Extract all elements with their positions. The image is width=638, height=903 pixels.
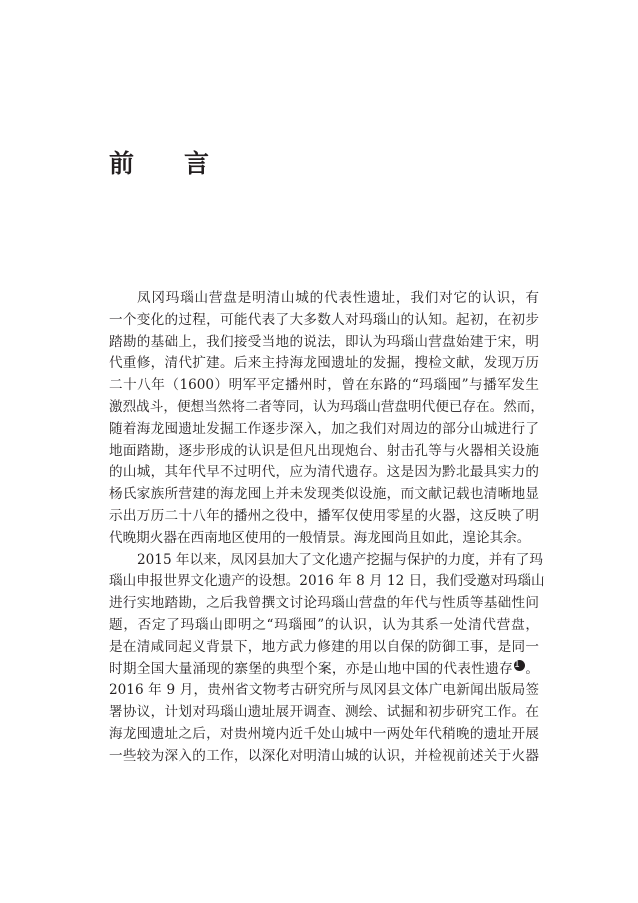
text-line: 一些较为深入的工作，以深化对明清山城的认识，并检视前述关于火器 [109, 747, 539, 764]
text-line: 瑙山申报世界文化遗产的设想。2016 年 8 月 12 日，我们受邀对玛瑙山 [109, 573, 545, 590]
preface-body [109, 288, 545, 768]
text-line: 2016 年 9 月，贵州省文物考古研究所与凤冈县文体广电新闻出版局签 [109, 682, 539, 699]
text-line: 是在清咸同起义背景下，地方武力修建的用以自保的防御工事，是同一 [109, 638, 539, 655]
text-line: 进行实地踏勘，之后我曾撰文讨论玛瑙山营盘的年代与性质等基础性问 [109, 595, 539, 612]
text-line: 杨氏家族所营建的海龙囤上并未发现类似设施，而文献记载也清晰地显 [109, 486, 539, 503]
text-line: 海龙囤遗址之后，对贵州境内近千处山城中一两处年代稍晚的遗址开展 [109, 725, 539, 742]
text-line: 的山城，其年代早不过明代，应为清代遗存。这是因为黔北最具实力的 [109, 464, 539, 481]
sentence-end-punct: 。 [525, 660, 540, 677]
text-line: 署协议，计划对玛瑙山遗址展开调查、测绘、试掘和初步研究工作。在 [109, 704, 539, 721]
text-line: 一个变化的过程，可能代表了大多数人对玛瑙山的认知。起初，在初步 [109, 311, 539, 328]
text-segment: 时期全国大量涌现的寨堡的典型个案，亦是山地中国的代表性遗存 [109, 660, 514, 677]
text-line: 2015 年以来，凤冈县加大了文化遗产挖掘与保护的力度，并有了玛 [137, 551, 543, 568]
text-line: 代重修，清代扩建。后来主持海龙囤遗址的发掘，搜检文献，发现万历 [109, 355, 539, 372]
text-line: 代晚期火器在西南地区使用的一般情景。海龙囤尚且如此，遑论其余。 [109, 529, 531, 546]
footnote-marker[interactable]: 1 [514, 660, 525, 671]
text-line-with-footnote [109, 659, 539, 681]
title-char-2: 言 [184, 149, 210, 178]
text-line: 随着海龙囤遗址发掘工作逐步深入，加之我们对周边的部分山城进行了 [109, 420, 539, 437]
text-line: 地面踏勘，逐步形成的认识是但凡出现炮台、射击孔等与火器相关设施 [109, 442, 539, 459]
text-line: 题，否定了玛瑙山即明之“玛瑙囤”的认识，认为其系一处清代营盘， [109, 616, 539, 633]
text-line: 踏勘的基础上，我们接受当地的说法，即认为玛瑙山营盘始建于宋，明 [109, 333, 539, 350]
text-line: 激烈战斗，便想当然将二者等同，认为玛瑙山营盘明代便已存在。然而， [109, 398, 544, 415]
title-char-1: 前 [109, 149, 135, 178]
text-line: 二十八年（1600）明军平定播州时，曾在东路的“玛瑙囤”与播军发生 [109, 377, 539, 394]
text-line: 示出万历二十八年的播州之役中，播军仅使用零星的火器，这反映了明 [109, 507, 539, 524]
text-line: 凤冈玛瑙山营盘是明清山城的代表性遗址，我们对它的认识，有 [137, 290, 539, 306]
page-title [109, 150, 209, 178]
